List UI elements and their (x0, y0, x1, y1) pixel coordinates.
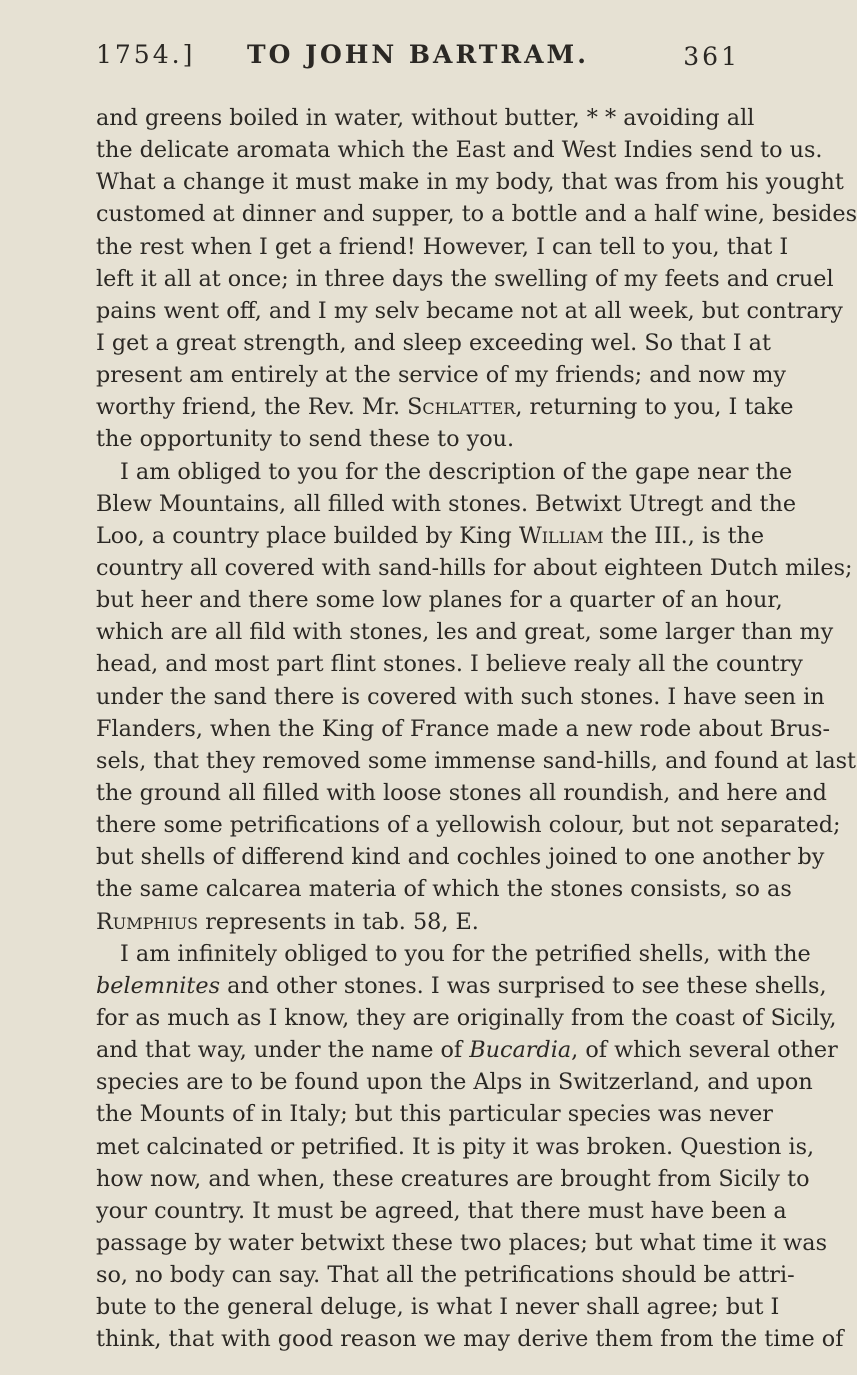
text-line: the opportunity to send these to you. (96, 426, 515, 453)
text-segment: the III., is the (603, 522, 765, 549)
text-line: Blew Mountains, all filled with stones. Betwixt Utregt and the (96, 490, 797, 517)
text-line: I get a great strength, and sleep exceeding wel. So that I at (96, 329, 771, 356)
text-segment: , of which several other (571, 1037, 838, 1064)
text-line: there some petrifications of a yellowish colour, but not separated; (96, 812, 841, 839)
page-number: 361 (683, 42, 740, 71)
text-line (96, 1034, 838, 1066)
text-line (96, 906, 730, 938)
text-line: species are to be found upon the Alps in Switzerland, and upon (96, 1069, 813, 1096)
text-line: but shells of differend kind and cochles joined to one another by (96, 844, 825, 871)
text-segment: , returning to you, I take (515, 394, 794, 421)
running-header (96, 40, 740, 80)
text-line: the Mounts of in Italy; but this particular species was never (96, 1101, 773, 1128)
text-segment: worthy friend, the Rev. Mr. (96, 394, 408, 421)
text-line: What a change it must make in my body, that was from his yought (96, 169, 844, 196)
text-line: think, that with good reason we may derive them from the time of (96, 1326, 844, 1353)
text-segment: and that way, under the name of (96, 1037, 470, 1064)
text-line: the same calcarea materia of which the stones consists, so as (96, 876, 792, 903)
text-line: I am obliged to you for the description of the gape near the (120, 458, 793, 485)
text-line: and greens boiled in water, without butter, * * avoiding all (96, 105, 755, 131)
body-text (96, 102, 857, 1355)
text-line (96, 391, 794, 423)
text-line: country all covered with sand-hills for about eighteen Dutch miles; (96, 554, 853, 581)
text-line: but heer and there some low planes for a quarter of an hour, (96, 587, 783, 614)
text-segment: Loo, a country place builded by King (96, 522, 519, 549)
text-line: present am entirely at the service of my friends; and now my (96, 362, 786, 389)
header-year: 1754.] (96, 40, 196, 69)
text-line: met calcinated or petrified. It is pity it was broken. Question is, (96, 1133, 815, 1160)
text-line: customed at dinner and supper, to a bottle and a half wine, besides (96, 201, 857, 228)
text-line (96, 970, 827, 1002)
text-line: head, and most part flint stones. I believe realy all the country (96, 651, 803, 678)
text-line: the delicate aromata which the East and West Indies send to us. (96, 137, 823, 164)
text-line: for as much as I know, they are originally from the coast of Sicily, (96, 1004, 837, 1031)
text-line: the rest when I get a friend! However, I can tell to you, that I (96, 233, 789, 260)
term-italic: belemnites (96, 972, 221, 999)
text-line: bute to the general deluge, is what I never shall agree; but I (96, 1294, 780, 1321)
name-smallcaps: William (518, 522, 604, 549)
text-segment: represents in tab. 58, E. (198, 908, 479, 935)
text-line: I am infinitely obliged to you for the petrified shells, with the (120, 940, 811, 967)
term-italic: Bucardia (469, 1037, 572, 1064)
text-line: sels, that they removed some immense sand-hills, and found at last (96, 747, 857, 774)
text-line: passage by water betwixt these two places; but what time it was (96, 1229, 828, 1256)
text-line (96, 520, 765, 552)
name-smallcaps: Rumphius (96, 908, 199, 935)
text-line: pains went off, and I my selv became not at all week, but contrary (96, 297, 843, 324)
text-line: so, no body can say. That all the petrifications should be attri- (96, 1262, 795, 1289)
text-line: your country. It must be agreed, that there must have been a (96, 1197, 787, 1224)
text-line: Flanders, when the King of France made a new rode about Brus- (96, 715, 831, 742)
name-smallcaps: Schlatter (407, 394, 516, 421)
text-line: how now, and when, these creatures are brought from Sicily to (96, 1165, 810, 1192)
text-line: the ground all filled with loose stones all roundish, and here and (96, 779, 827, 806)
text-segment: and other stones. I was surprised to see these shells, (220, 972, 827, 999)
header-title: TO JOHN BARTRAM. (247, 40, 589, 69)
text-line: left it all at once; in three days the swelling of my feets and cruel (96, 265, 834, 292)
text-line: under the sand there is covered with such stones. I have seen in (96, 683, 825, 710)
text-line: which are all fild with stones, les and great, some larger than my (96, 619, 834, 646)
